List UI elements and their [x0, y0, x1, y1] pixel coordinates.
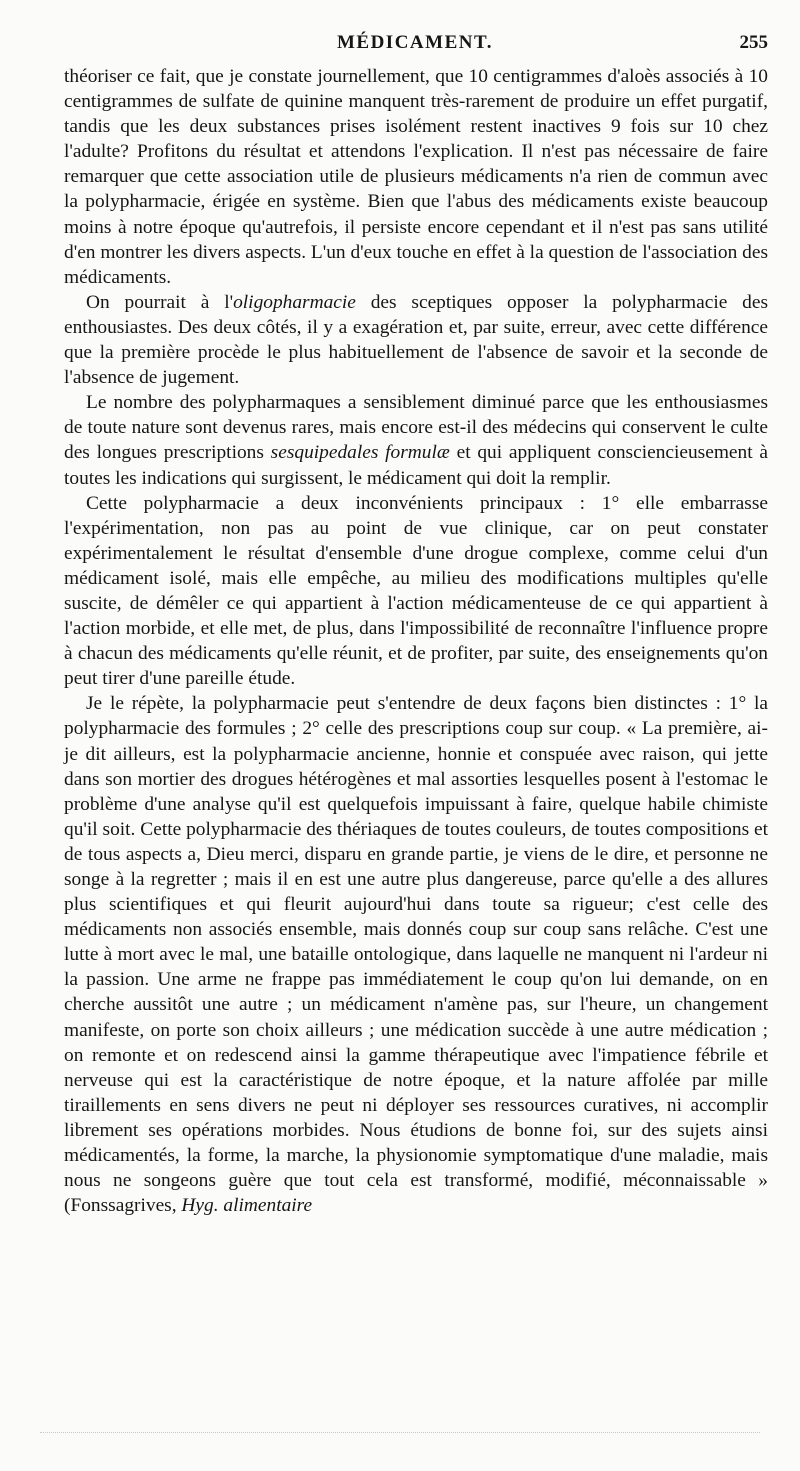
text-run: des sceptiques opposer la polypharmacie des enthousiastes. Des deux côtés, il y a exagération et, par suite, erreur, avec cette différence que la première procède le plus habituellement de l'absence de savoir et la seconde de l'absence de jugement.: [64, 291, 768, 389]
paragraph-p2: [64, 290, 768, 390]
paragraph-p4: [64, 491, 768, 692]
text-run: Cette polypharmacie a deux inconvénients principaux : 1° elle embarrasse l'expérimentation, non pas au point de vue clinique, car on peut constater expérimentalement le résultat d'ensemble d'une drogue complexe, comme celui d'un médicament isolé, mais elle empêche, au milieu des modifications multiples qu'elle suscite, de démêler ce qui appartient à l'action médicamenteuse de ce qui appartient à l'action morbide, et elle met, de plus, dans l'impossibilité de reconnaître l'influence propre à chacun des médicaments qu'elle réunit, et de profiter, par suite, des enseignements qu'on peut tirer d'une pareille étude.: [64, 492, 768, 690]
paragraph-p5: [64, 691, 768, 1218]
running-header: [62, 32, 768, 60]
text-run: On pourrait à l': [86, 291, 234, 313]
running-title: MÉDICAMENT.: [336, 32, 493, 53]
paragraph-p1: [64, 64, 768, 290]
text-run: Je le répète, la polypharmacie peut s'entendre de deux façons bien distinctes : 1° la polypharmacie des formules ; 2° celle des prescriptions coup sur coup. « La première, ai-je dit ailleurs, est la polypharmacie ancienne, honnie et conspuée avec raison, qui jette dans son mortier des drogues hétérogènes et mal assorties lesquelles posent à l'estomac le problème d'une analyse qu'il est quelquefois impuissant à faire, quelque habile chimiste qu'il soit. Cette polypharmacie des thériaques de toutes couleurs, de toutes compositions et de tous aspects a, Dieu merci, disparu en grande partie, je viens de le dire, et personne ne songe à la regretter ; mais il en est une autre plus dangereuse, parce qu'elle a des allures plus scientifiques et qui fleurit aujourd'hui dans toute sa rigueur; c'est celle des médicaments non associés ensemble, mais donnés coup sur coup sans relâche. C'est une lutte à mort avec le mal, une bataille ontologique, dans laquelle ne manquent ni l'ardeur ni la passion. Une arme ne frappe pas immédiatement le coup qu'on lui demande, on en cherche aussitôt une autre ; un médicament n'amène pas, sur l'heure, un changement manifeste, on porte son choix ailleurs ; une médication succède à une autre médication ; on remonte et on redescend ainsi la gamme thérapeutique avec l'impatience fébrile et nerveuse qui est la caractéristique de notre époque, et la nature affolée par mille tiraillements en sens divers ne peut ni déployer ses ressources curatives, ni accomplir librement ses opérations morbides. Nous étudions de bonne foi, sur des sujets ainsi médicamentés, la forme, la marche, la physionomie symptomatique d'une maladie, mais nous ne songeons guère que tout cela est transformé, modifié, méconnaissable » (Fonssagrives,: [64, 693, 768, 1217]
paragraph-p3: [64, 390, 768, 490]
text-run: Le nombre des polypharmaques a sensiblement diminué parce que les enthousiasmes de toute nature sont devenus rares, mais encore est-il des médecins qui conservent le culte des longues prescriptions: [64, 392, 768, 464]
italic-term: Hyg. alimentaire: [181, 1195, 313, 1217]
page-number: 255: [739, 32, 768, 53]
italic-term: oligopharmacie: [233, 291, 356, 313]
italic-term: sesquipedales formulæ: [270, 442, 450, 464]
text-run: théoriser ce fait, que je constate journellement, que 10 centigrammes d'aloès associés à 10 centigrammes de sulfate de quinine manquent très-rarement de produire un effet purgatif, tandis que les deux substances prises isolément restent inactives 9 fois sur 10 chez l'adulte? Profitons du résultat et attendons l'explication. Il n'est pas nécessaire de faire remarquer que cette association utile de plusieurs médicaments n'a rien de commun avec la polypharmacie, érigée en système. Bien que l'abus des médicaments existe beaucoup moins à notre époque qu'autrefois, il persiste encore cependant et il n'est pas sans utilité d'en montrer les divers aspects. L'un d'eux touche en effet à la question de l'association des médicaments.: [64, 66, 768, 288]
text-run: et qui appliquent consciencieusement à toutes les indications qui surgissent, le médicament qui doit la remplir.: [64, 442, 768, 489]
body-text: [64, 64, 768, 1218]
page-bottom-rule: [40, 1432, 760, 1437]
